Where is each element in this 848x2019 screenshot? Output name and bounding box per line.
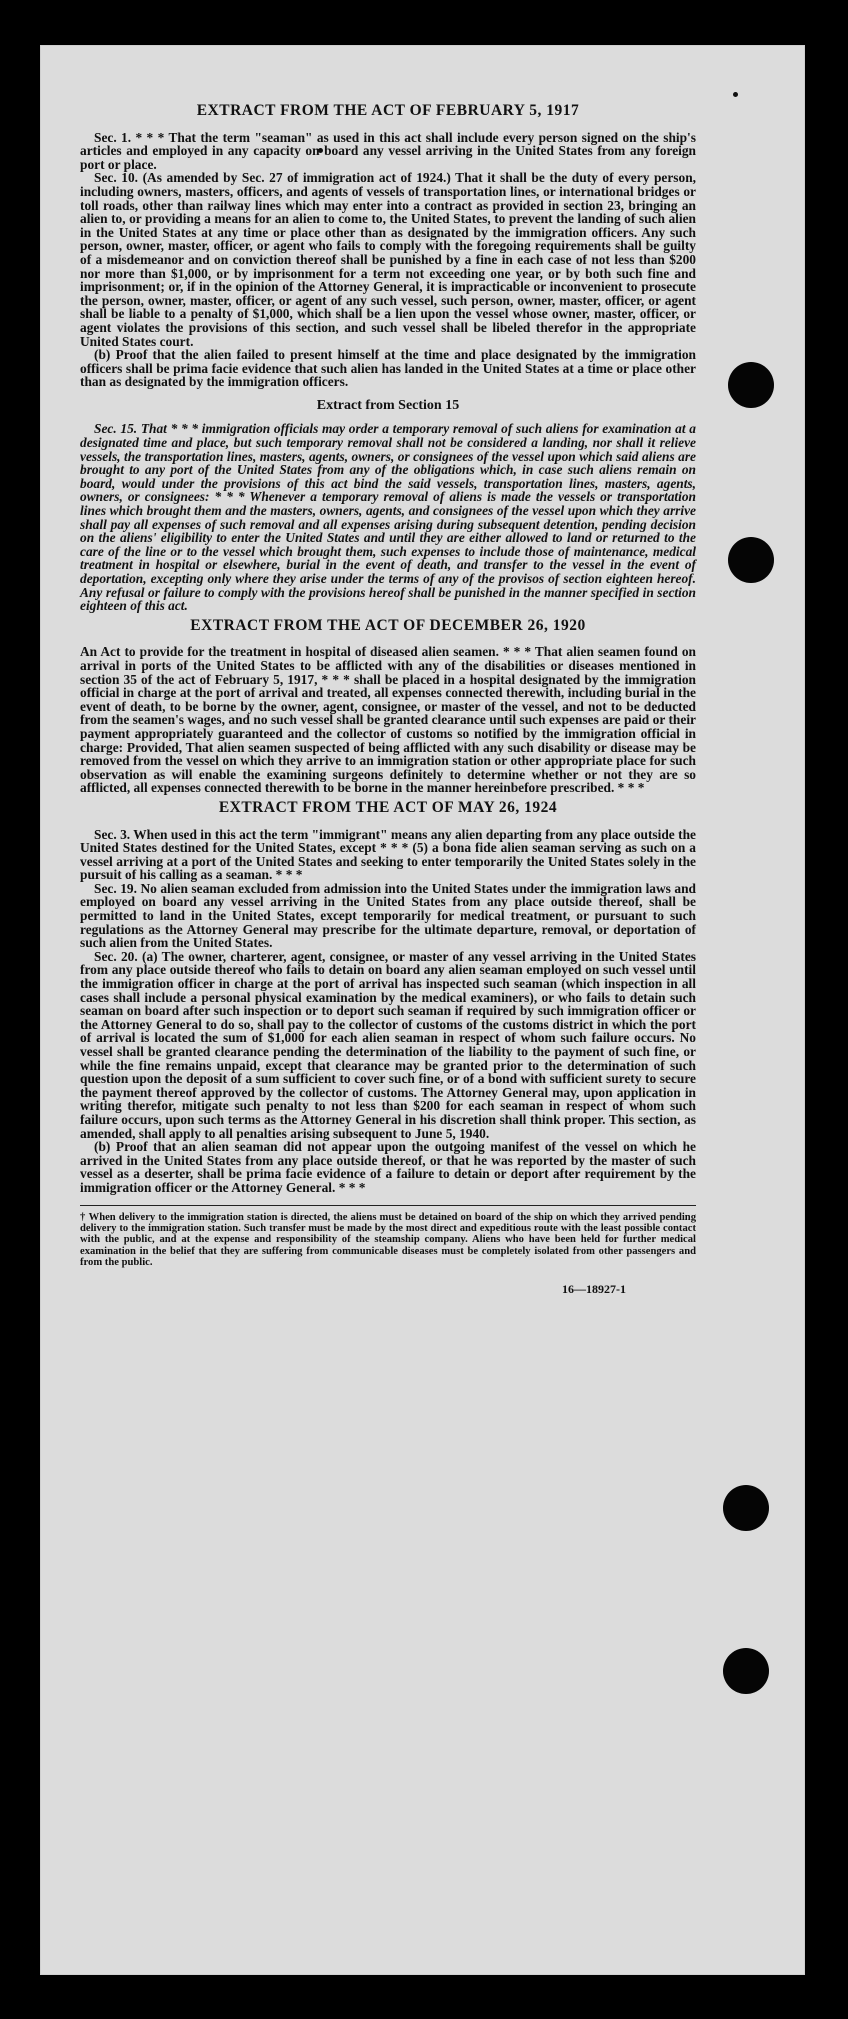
paragraph-sec-19: Sec. 19. No alien seaman excluded from admission into the United States under the immigration laws and employed on board any vessel arriving in the United States from any place outside thereof, shall be permitted to land in the United States, except temporarily for medical treatment, or pursuant to such regulations as the Attorney General may prescribe for the ultimate departure, removal, or deportation of such alien from the United States. xyxy=(80,880,696,951)
paragraph-sec-15: Sec. 15. That * * * immigration officials may order a temporary removal of such aliens for examination at a designated time and place, but such temporary removal shall not be considered a landing, nor shall it relieve vessels, the transportation lines, masters, agents, owners, or consignees of the vessel upon which said aliens are brought to any port of the United States from any of the obligations which, in case such aliens remain on board, would under the provisions of this act bind the said vessels, transportation lines, masters, agents, owners, or consignees: * * * Whenever a temporary removal of aliens is made the vessels or transportation lines which brought them and the masters, owners, agents, and consignees of the vessel upon which they arrive shall pay all expenses of such removal and all expenses arising during subsequent detention, pending decision on the aliens' eligibility to enter the United States and until they are either allowed to land or returned to the care of the line or to the vessel which brought them, such expenses to include those of maintenance, medical treatment in hospital or elsewhere, burial in the event of death, and transfer to the vessel in the event of deportation, excepting only where they arise under the terms of any of the provisos of section eighteen hereof. Any refusal or failure to comply with the provisions hereof shall be punished in the manner specified in section eighteen of this act. xyxy=(80,421,696,614)
form-code: 16—18927-1 xyxy=(562,1281,626,1296)
heading-act-1924: EXTRACT FROM THE ACT OF MAY 26, 1924 xyxy=(218,798,558,816)
speck xyxy=(733,92,738,97)
paragraph-sec-1: Sec. 1. * * * That the term "seaman" as used in this act shall include every person signed on the ship's articles and employed in any capacity on board any vessel arriving in the United States from any foreign port or place. xyxy=(80,129,696,172)
punch-hole xyxy=(723,1485,769,1531)
punch-hole xyxy=(728,537,774,583)
paragraph-act-1920: An Act to provide for the treatment in hospital of diseased alien seamen. * * * That alien seamen found on arrival in ports of the United States to be afflicted with any of the disabilities or diseases mentioned in section 35 of the act of February 5, 1917, * * * shall be placed in a hospital designated by the immigration official in charge at the port of arrival and treated, all expenses connected therewith, including burial in the event of death, to be borne by the owner, agent, consignee, or master of the vessel, and not to be deducted from the seamen's wages, and no such vessel shall be granted clearance until such expenses are paid or their payment appropriately guaranteed and the collector of customs so notified by the immigration official in charge: Provided, That alien seamen suspected of being afflicted with any such disability or disease may be removed from the vessel on which they arrive to an immigration station or other appropriate place for such observation as will enable the examining surgeons definitely to determine whether or not they are so afflicted, all expenses connected therewith to be borne in the manner hereinbefore prescribed. * * * xyxy=(80,644,696,796)
heading-act-1917: EXTRACT FROM THE ACT OF FEBRUARY 5, 1917 xyxy=(196,102,580,119)
heading-act-1920: EXTRACT FROM THE ACT OF DECEMBER 26, 1920 xyxy=(190,616,586,634)
paragraph-sec-10b: (b) Proof that the alien failed to present himself at the time and place designated by the immigration officers shall be prima facie evidence that such alien has landed in the United States at a time or place other than as designated by the immigration officers. xyxy=(80,347,696,390)
heading-section-15: Extract from Section 15 xyxy=(316,397,460,413)
footnote-divider xyxy=(80,1205,696,1206)
paragraph-sec-20b: (b) Proof that an alien seaman did not appear upon the outgoing manifest of the vessel on which he arrived in the United States from any place outside thereof, or that he was reported by the master of such vessel as a deserter, shall be prima facie evidence of a failure to detain or deport after requirement by the immigration officer or the Attorney General. * * * xyxy=(80,1139,696,1195)
paragraph-sec-3: Sec. 3. When used in this act the term "immigrant" means any alien departing from any place outside the United States destined for the United States, except * * * (5) a bona fide alien seaman serving as such on a vessel arriving at a port of the United States and seeking to enter temporarily the United States solely in the pursuit of his calling as a seaman. * * * xyxy=(80,826,696,883)
document-text xyxy=(80,98,696,1296)
footnote: † When delivery to the immigration station is directed, the aliens must be detained on board of the ship on which they arrived pending delivery to the immigration station. Such transfer must be made by the most direct and expeditious route with the least possible contact with the public, and at the expense and responsibility of the steamship company. Aliens who have been held for further medical examination in the belief that they are suffering from communicable diseases must be completely isolated from other passengers and from the public. xyxy=(80,1211,696,1269)
punch-hole xyxy=(723,1648,769,1694)
paragraph-sec-10: Sec. 10. (As amended by Sec. 27 of immigration act of 1924.) That it shall be the duty of every person, including owners, masters, officers, and agents of vessels of transportation lines, or international bridges or toll roads, other than railway lines which may enter into a contract as provided in section 23, bringing an alien to, or providing a means for an alien to come to, the United States, to prevent the landing of such alien in the United States at any time or place other than as designated by the immigration officers. Any such person, owner, master, officer, or agent who fails to comply with the foregoing requirements shall be guilty of a misdemeanor and on conviction thereof shall be punished by a fine in each case of not less than $200 nor more than $1,000, or by imprisonment for a term not exceeding one year, or by both such fine and imprisonment; or, if in the opinion of the Attorney General, it is impracticable or inconvenient to prosecute the person, owner, master, officer, or agent of any such vessel, such person, owner, master, officer, or agent shall be liable to a penalty of $1,000, which shall be a lien upon the vessel whose owner, master, officer, or agent violates the provisions of this section, and such vessel shall be libeled therefor in the appropriate United States court. xyxy=(80,170,696,349)
paragraph-sec-20a: Sec. 20. (a) The owner, charterer, agent, consignee, or master of any vessel arriving in the United States from any place outside thereof who fails to detain on board any alien seaman employed on such vessel until the immigration officer in charge at the port of arrival has inspected such seaman (which inspection in all cases shall include a personal physical examination by the medical examiners), or who fails to detain such seaman on board after such inspection or to deport such seaman if required by such immigration officer or the Attorney General to do so, shall pay to the collector of customs of the customs district in which the port of arrival is located the sum of $1,000 for each alien seaman in respect of whom such failure occurs. No vessel shall be granted clearance pending the determination of the liability to the payment of such fine, or while the fine remains unpaid, except that clearance may be granted prior to the determination of such question upon the deposit of a sum sufficient to cover such fine, or of a bond with sufficient surety to secure the payment thereof approved by the collector of customs. The Attorney General may, upon application in writing therefor, mitigate such penalty to not less than $200 for each seaman in respect of whom such failure occurs, upon such terms as the Attorney General in his discretion shall think proper. This section, as amended, shall apply to all penalties arising subsequent to June 5, 1940. xyxy=(80,948,696,1141)
punch-hole xyxy=(728,362,774,408)
